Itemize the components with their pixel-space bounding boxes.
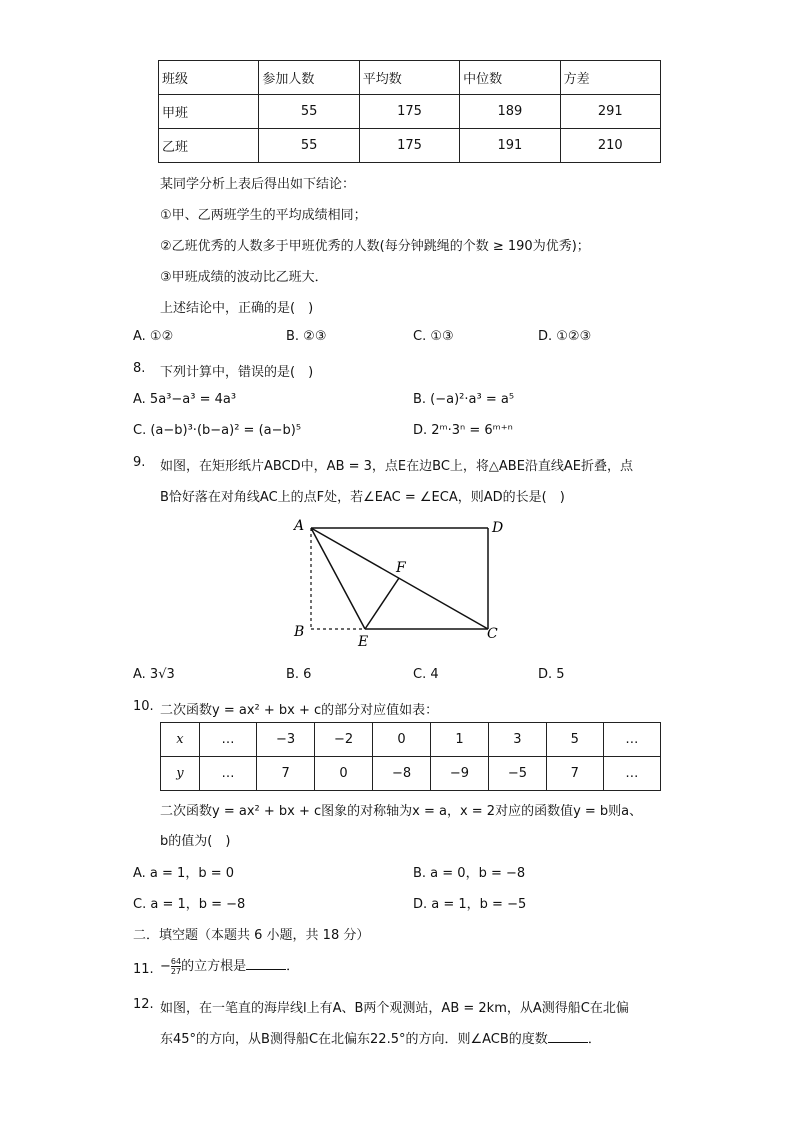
q11-minus: − (160, 959, 171, 974)
q7-option-d[interactable]: D. ①②③ (538, 329, 592, 344)
q12-number: 12. (133, 997, 154, 1012)
table-cell: 0 (373, 723, 431, 757)
q10-option-d[interactable]: D. a = 1，b = −5 (413, 897, 527, 912)
q9-stem-line-1: 如图，在矩形纸片ABCD中，AB = 3，点E在边BC上，将△ABE沿直线AE折叠，点 (160, 459, 634, 474)
q8-option-d[interactable]: D. 2ᵐ·3ⁿ = 6ᵐ⁺ⁿ (413, 423, 513, 438)
q12-line-2: 东45°的方向，从B测得船C在北偏东22.5°的方向．则∠ACB的度数 (160, 1032, 548, 1047)
q10-option-b[interactable]: B. a = 0，b = −8 (413, 866, 526, 881)
table-header-row (159, 61, 661, 95)
table-cell: y (161, 757, 200, 791)
table-cell: x (161, 723, 200, 757)
table-cell: … (199, 723, 256, 757)
q10-number: 10. (133, 699, 154, 714)
label-a: A (294, 518, 305, 534)
q11-answer-blank[interactable] (246, 957, 286, 970)
table-cell: 乙班 (159, 129, 259, 163)
table-cell: 55 (259, 129, 359, 163)
table-cell: 191 (460, 129, 560, 163)
table-cell: 189 (460, 95, 560, 129)
q12-line-1: 如图，在一笔直的海岸线l上有A、B两个观测站，AB = 2km，从A测得船C在北偏 (160, 1001, 629, 1016)
q8-option-c[interactable]: C. (a−b)³·(b−a)² = (a−b)⁵ (133, 423, 302, 438)
table-cell: 甲班 (159, 95, 259, 129)
q7-intro: 某同学分析上表后得出如下结论： (160, 177, 356, 192)
q11-text: 的立方根是 (181, 959, 247, 974)
q7-option-c[interactable]: C. ①③ (413, 329, 454, 344)
table-row-y (161, 757, 661, 791)
q8-option-b[interactable]: B. (−a)²·a³ = a⁵ (413, 392, 515, 407)
q12-line-2-wrap (160, 1028, 601, 1047)
q9-rectangle-fold-figure (280, 510, 520, 655)
table-cell: 7 (257, 757, 315, 791)
table-cell: 175 (359, 95, 459, 129)
label-b: B (294, 624, 305, 640)
label-c: C (487, 626, 498, 642)
table-cell: … (603, 757, 660, 791)
table-cell: −2 (315, 723, 373, 757)
table-cell: −8 (373, 757, 431, 791)
q10-line-2: b的值为( ) (160, 834, 231, 849)
q7-conclusion-2: ②乙班优秀的人数多于甲班优秀的人数(每分钟跳绳的个数 ≥ 190为优秀)； (160, 239, 590, 254)
q10-option-c[interactable]: C. a = 1，b = −8 (133, 897, 246, 912)
q8-stem: 下列计算中，错误的是( ) (160, 365, 314, 380)
score-table (158, 60, 661, 163)
table-header-cell: 平均数 (359, 61, 459, 95)
table-cell: 5 (546, 723, 603, 757)
q11-stem (160, 955, 299, 976)
section-heading: 二．填空题（本题共 6 小题，共 18 分） (133, 928, 370, 943)
table-cell: −9 (431, 757, 489, 791)
table-cell: 0 (315, 757, 373, 791)
table-cell: 210 (560, 129, 660, 163)
table-row (159, 129, 661, 163)
table-header-cell: 参加人数 (259, 61, 359, 95)
q10-line-1: 二次函数y = ax² + bx + c图象的对称轴为x = a，x = 2对应的函数值y = b则a、 (160, 804, 643, 819)
table-cell: … (603, 723, 660, 757)
segment-ef (365, 578, 399, 629)
q9-option-d[interactable]: D. 5 (538, 667, 565, 682)
table-header-cell: 方差 (560, 61, 660, 95)
table-cell: −3 (257, 723, 315, 757)
table-cell: 291 (560, 95, 660, 129)
q7-conclusion-3: ③甲班成绩的波动比乙班大． (160, 270, 328, 285)
q12-end: ． (587, 1032, 601, 1047)
q10-value-table (160, 722, 661, 791)
table-cell: … (199, 757, 256, 791)
q12-answer-blank[interactable] (548, 1030, 588, 1043)
q7-option-a[interactable]: A. ①② (133, 329, 174, 344)
q8-option-a[interactable]: A. 5a³−a³ = 4a³ (133, 392, 237, 407)
q7-question: 上述结论中，正确的是( ) (160, 301, 314, 316)
table-cell: 175 (359, 129, 459, 163)
table-cell: −5 (488, 757, 546, 791)
q10-option-a[interactable]: A. a = 1，b = 0 (133, 866, 235, 881)
q11-number: 11. (133, 962, 154, 977)
label-d: D (492, 520, 504, 536)
q8-number: 8. (133, 361, 146, 376)
table-row-x (161, 723, 661, 757)
table-header-cell: 中位数 (460, 61, 560, 95)
q9-number: 9. (133, 455, 146, 470)
q11-end: ． (286, 959, 300, 974)
q7-option-b[interactable]: B. ②③ (286, 329, 327, 344)
q9-option-a[interactable]: A. 3√3 (133, 667, 175, 682)
table-cell: 7 (546, 757, 603, 791)
q10-stem: 二次函数y = ax² + bx + c的部分对应值如表： (160, 703, 439, 718)
q11-fraction-numerator: 64 (170, 957, 182, 966)
table-header-cell: 班级 (159, 61, 259, 95)
q11-fraction-denominator: 27 (170, 967, 182, 976)
table-cell: 3 (488, 723, 546, 757)
label-e: E (358, 634, 369, 650)
label-f: F (396, 560, 406, 576)
q9-option-c[interactable]: C. 4 (413, 667, 439, 682)
q11-fraction (171, 957, 181, 976)
q9-option-b[interactable]: B. 6 (286, 667, 312, 682)
table-row (159, 95, 661, 129)
q7-conclusion-1: ①甲、乙两班学生的平均成绩相同； (160, 208, 367, 223)
q9-stem-line-2: B恰好落在对角线AC上的点F处，若∠EAC = ∠ECA，则AD的长是( ) (160, 490, 565, 505)
table-cell: 55 (259, 95, 359, 129)
table-cell: 1 (431, 723, 489, 757)
